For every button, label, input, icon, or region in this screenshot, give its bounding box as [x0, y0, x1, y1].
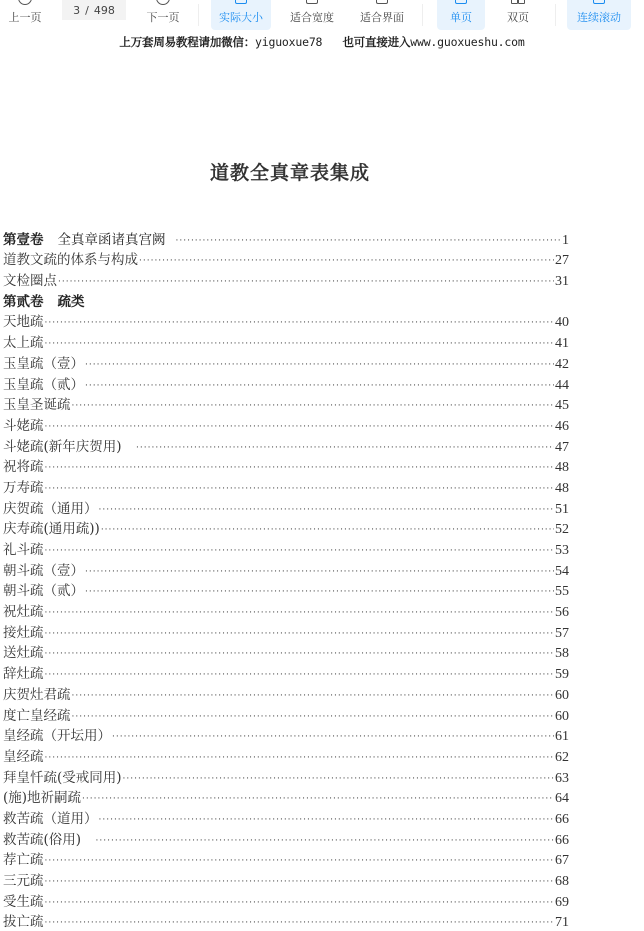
toc-label	[3, 666, 44, 683]
watermark-url: www.guoxueshu.com	[410, 35, 525, 49]
toc-label	[3, 521, 100, 538]
toc-entry[interactable]	[3, 249, 569, 270]
fit-width-button[interactable]	[282, 0, 342, 30]
toc-label	[3, 356, 84, 373]
toc-leader-dots	[176, 236, 562, 246]
toc-page-number: 48	[555, 480, 569, 496]
toc-leader-dots	[45, 918, 555, 928]
toc-leader-dots	[45, 339, 555, 349]
toc-leader-dots	[85, 587, 554, 597]
toc-label-text: 玉皇圣诞疏	[3, 397, 71, 414]
toc-label-text: 度亡皇经疏	[3, 707, 71, 724]
toc-label	[3, 480, 44, 497]
toc-label-text: 庆寿疏(通用疏))	[3, 521, 100, 538]
toc-label-text: 道教文疏的体系与构成	[3, 252, 138, 269]
toc-page-number: 58	[555, 646, 569, 662]
toc-leader-dots	[101, 525, 554, 535]
toc-entry[interactable]	[3, 373, 569, 394]
total-pages: 498	[93, 3, 115, 17]
toc-label	[3, 439, 135, 456]
toc-entry[interactable]	[3, 745, 569, 766]
toc-page-number: 53	[555, 543, 569, 558]
toc-label	[3, 501, 98, 518]
next-page-label: 下一页	[146, 11, 180, 24]
current-page-input[interactable]: 3	[73, 3, 81, 17]
toc-label-text: 斗姥疏(新年庆贺用)	[3, 438, 136, 455]
toc-entry[interactable]	[3, 559, 569, 580]
toc-page-number: 68	[555, 874, 569, 889]
toc-entry[interactable]	[3, 828, 569, 849]
toc-entry[interactable]	[3, 766, 569, 787]
toc-label	[3, 625, 44, 642]
toc-entry[interactable]	[3, 580, 569, 601]
toc-leader-dots	[45, 898, 555, 908]
toc-label-text: 太上疏	[3, 335, 44, 352]
toc-label	[3, 459, 44, 476]
next-page-button[interactable]	[138, 0, 188, 30]
toc-label	[3, 563, 84, 580]
toc-page-number: 54	[555, 563, 569, 579]
toc-entry[interactable]	[3, 621, 569, 642]
fit-width-icon	[306, 0, 318, 4]
toc-page-number: 63	[555, 770, 569, 786]
toc-page-number: 46	[555, 418, 569, 434]
toc-entry[interactable]	[3, 352, 569, 373]
toc-leader-dots	[72, 691, 555, 701]
toc-label-text: 庆贺疏（通用）	[3, 500, 98, 517]
toc-entry[interactable]	[3, 414, 569, 435]
prev-arrow-icon	[18, 0, 32, 5]
toc-leader-dots	[45, 422, 555, 432]
toc-leader-dots	[58, 277, 554, 287]
toc-label-text: 礼斗疏	[3, 542, 44, 558]
toc-label	[3, 770, 122, 787]
toc-page-number: 67	[555, 853, 569, 869]
fit-page-icon	[376, 0, 388, 4]
toc-entry[interactable]	[3, 331, 569, 352]
toc-leader-dots	[85, 381, 554, 391]
toc-page-number: 47	[555, 439, 569, 455]
single-page-label: 单页	[450, 11, 472, 24]
toc-page-number: 66	[555, 811, 569, 827]
toc-leader-dots	[45, 877, 555, 887]
toc-label	[3, 397, 71, 414]
toc-page-number: 42	[555, 356, 569, 372]
page-separator: /	[85, 3, 89, 17]
toc-entry[interactable]	[3, 269, 569, 290]
toc-label	[3, 873, 44, 890]
toc-label	[3, 314, 44, 331]
toc-label-text: 皇经疏	[3, 748, 44, 765]
toc-leader-dots	[45, 463, 555, 473]
toc-leader-dots	[45, 608, 555, 618]
toc-label	[3, 583, 84, 600]
toc-label-text: 第贰卷	[3, 293, 44, 310]
toc-label	[3, 749, 44, 766]
toc-label-text: 祝将疏	[3, 459, 44, 476]
prev-page-button[interactable]	[0, 0, 50, 30]
actual-size-label: 实际大小	[219, 11, 263, 24]
toc-page-number: 60	[555, 687, 569, 703]
toc-leader-dots	[72, 712, 555, 722]
toc-leader-dots	[96, 836, 554, 846]
toc-leader-dots	[72, 401, 555, 411]
watermark-wechat: yiguoxue78	[255, 35, 323, 49]
toc-subtitle: 全真章函诸真宫阙	[57, 231, 166, 248]
toolbar-divider	[422, 4, 423, 26]
toc-entry[interactable]	[3, 642, 569, 663]
toc-page-number: 60	[555, 708, 569, 724]
toc-leader-dots	[139, 256, 554, 266]
toc-label	[3, 294, 85, 311]
toc-leader-dots	[123, 774, 554, 784]
toc-leader-dots	[45, 649, 555, 659]
toc-label	[3, 232, 166, 249]
toc-label-text: 天地疏	[3, 314, 44, 331]
toc-leader-dots	[45, 318, 555, 328]
toc-leader-dots	[45, 670, 555, 680]
toc-entry[interactable]	[3, 725, 569, 746]
toc-leader-dots	[45, 753, 555, 763]
toc-page-number: 62	[555, 749, 569, 765]
toc-leader-dots	[99, 815, 555, 825]
toc-entry[interactable]	[3, 476, 569, 497]
toc-label-text: 拜皇忏疏(受戒同用)	[3, 769, 122, 786]
toc-label-text: 朝斗疏（贰）	[3, 583, 84, 600]
toc-label	[3, 687, 71, 704]
toc-page-number: 44	[555, 377, 569, 393]
page-number-field[interactable]	[62, 0, 126, 20]
toc-page-number: 61	[555, 729, 569, 745]
toc-entry[interactable]	[3, 869, 569, 890]
toc-page-number: 57	[555, 625, 569, 641]
toc-entry[interactable]	[3, 600, 569, 621]
toc-label	[3, 418, 44, 435]
toc-label	[3, 542, 44, 559]
toc-entry[interactable]	[3, 807, 569, 828]
toc-leader-dots	[45, 629, 555, 639]
table-of-contents	[3, 228, 569, 931]
toc-label-text: 荐亡疏	[3, 852, 44, 869]
single-page-icon	[455, 0, 467, 4]
toc-page-number: 1	[562, 232, 569, 248]
continuous-scroll-label: 连续滚动	[577, 11, 621, 24]
toc-label-text: 拔亡疏	[3, 914, 44, 931]
toc-leader-dots	[45, 484, 555, 494]
toc-page-number: 71	[555, 915, 569, 931]
actual-size-icon	[235, 0, 247, 4]
toc-label	[3, 252, 138, 269]
toc-label	[3, 894, 44, 911]
toc-entry[interactable]	[3, 683, 569, 704]
toc-entry[interactable]	[3, 538, 569, 559]
toc-leader-dots	[112, 732, 554, 742]
toc-label-text: 辞灶疏	[3, 666, 44, 683]
toc-label-text: 朝斗疏（壹）	[3, 562, 84, 579]
toc-page-number: 27	[555, 253, 569, 269]
actual-size-button[interactable]	[211, 0, 271, 30]
toc-label	[3, 377, 84, 394]
toc-label	[3, 645, 44, 662]
toc-entry[interactable]	[3, 662, 569, 683]
toc-page-number: 40	[555, 315, 569, 331]
toc-leader-dots	[82, 794, 554, 804]
toolbar-divider	[555, 4, 556, 26]
toc-page-number: 59	[555, 667, 569, 683]
toc-label	[3, 273, 57, 290]
continuous-scroll-button[interactable]	[567, 0, 631, 30]
toc-page-number: 51	[555, 501, 569, 517]
toc-label-text: 救苦疏（道用）	[3, 810, 98, 827]
toc-label-text: 受生疏	[3, 893, 44, 910]
toc-entry[interactable]	[3, 704, 569, 725]
toc-label-text: 万寿疏	[3, 479, 44, 496]
fit-width-label: 适合宽度	[290, 11, 334, 24]
watermark-banner	[0, 34, 644, 50]
toc-label	[3, 728, 111, 745]
toc-page-number: 31	[555, 274, 569, 290]
toc-page-number: 55	[555, 584, 569, 600]
toc-entry[interactable]	[3, 456, 569, 477]
double-page-label: 双页	[507, 11, 529, 24]
toc-page-number: 69	[555, 894, 569, 910]
toc-entry[interactable]	[3, 311, 569, 332]
fit-page-label: 适合界面	[360, 11, 404, 24]
fit-page-button[interactable]	[352, 0, 412, 30]
toc-leader-dots	[45, 856, 555, 866]
single-page-button[interactable]	[437, 0, 485, 30]
toc-entry[interactable]	[3, 497, 569, 518]
toc-leader-dots	[99, 505, 555, 515]
toc-entry[interactable]	[3, 849, 569, 870]
toolbar-divider	[198, 4, 199, 26]
toc-heading[interactable]	[3, 290, 569, 311]
double-page-icon	[511, 0, 525, 4]
toc-label-text: 斗姥疏	[3, 417, 44, 434]
viewer-toolbar	[0, 0, 644, 30]
toc-leader-dots	[136, 443, 554, 453]
toc-label-text: 玉皇疏（贰）	[3, 376, 84, 393]
double-page-button[interactable]	[494, 0, 542, 30]
watermark-text-1: 上万套周易教程请加微信：	[119, 35, 256, 49]
toc-entry[interactable]	[3, 518, 569, 539]
toc-entry[interactable]	[3, 890, 569, 911]
toc-label-text: 三元疏	[3, 873, 44, 889]
toc-leader-dots	[85, 360, 554, 370]
toc-label	[3, 811, 98, 828]
toc-label	[3, 832, 95, 849]
toc-label-text: 庆贺灶君疏	[3, 686, 71, 703]
toc-page-number: 52	[555, 522, 569, 538]
toc-label	[3, 335, 44, 352]
toc-heading[interactable]	[3, 228, 569, 249]
toc-label-text: 第壹卷	[3, 231, 44, 248]
prev-page-label: 上一页	[8, 11, 42, 24]
toc-label-text: 玉皇疏（壹）	[3, 355, 84, 372]
toc-leader-dots	[45, 546, 555, 556]
toc-subtitle: 疏类	[57, 293, 85, 310]
toc-label-text: 祝灶疏	[3, 604, 44, 621]
toc-label	[3, 790, 81, 807]
toc-entry[interactable]	[3, 435, 569, 456]
toc-label-text: 救苦疏(俗用)	[3, 831, 95, 848]
toc-page-number: 66	[555, 832, 569, 848]
toc-label-text: 送灶疏	[3, 645, 44, 662]
toc-page-number: 45	[555, 398, 569, 414]
toc-leader-dots	[85, 567, 554, 577]
toc-page-number: 64	[555, 791, 569, 807]
toc-label-text: 皇经疏（开坛用）	[3, 728, 111, 745]
toc-entry[interactable]	[3, 787, 569, 808]
toc-entry[interactable]	[3, 394, 569, 415]
toc-label	[3, 914, 44, 931]
toc-entry[interactable]	[3, 911, 569, 931]
continuous-scroll-icon	[593, 0, 605, 4]
watermark-text-2: 也可直接进入	[342, 35, 411, 49]
toc-label	[3, 852, 44, 869]
toc-label	[3, 604, 44, 621]
toc-label	[3, 708, 71, 725]
toc-label-text: 文检圈点	[3, 273, 57, 290]
toc-label-text: (施)地祈嗣疏	[3, 790, 82, 807]
toc-label-text: 接灶疏	[3, 624, 44, 641]
document-title: 道教全真章表集成	[209, 162, 370, 184]
next-arrow-icon	[156, 0, 170, 5]
toc-page-number: 41	[555, 336, 569, 352]
toc-page-number: 48	[555, 460, 569, 476]
toc-page-number: 56	[555, 605, 569, 621]
